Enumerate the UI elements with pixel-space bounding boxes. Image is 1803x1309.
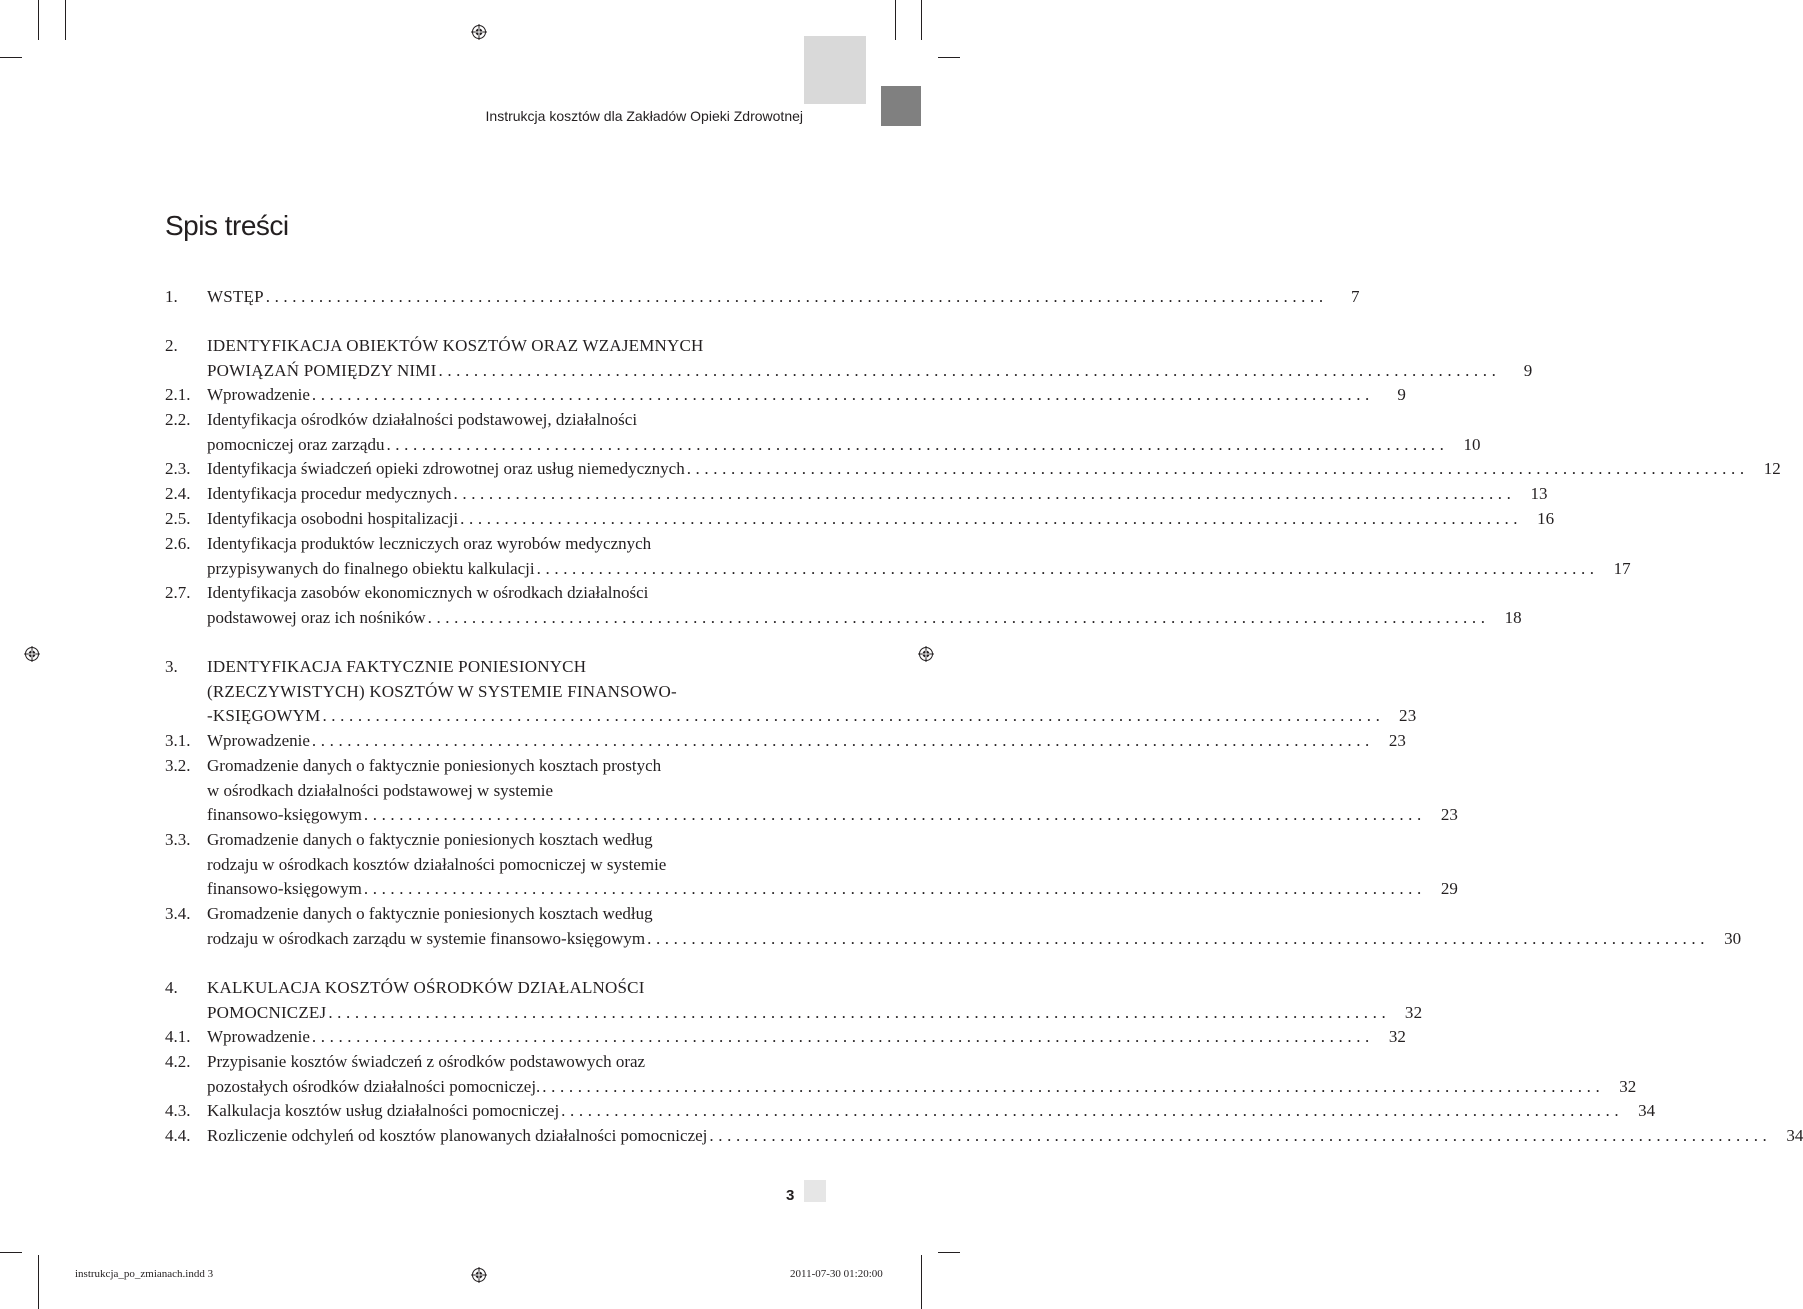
toc-entry-text: WSTĘP <box>207 287 264 306</box>
decorative-block <box>804 36 866 104</box>
toc-entry-text: finansowo-księgowym <box>207 805 362 825</box>
toc-leader-dots: ........................................................................................................................ <box>536 558 1599 578</box>
crop-mark <box>921 1255 922 1309</box>
toc-entry-text: Identyfikacja świadczeń opieki zdrowotnej oraz usług niemedycznych <box>207 459 685 478</box>
crop-mark <box>921 0 922 40</box>
toc-leader-dots: ........................................................................................................................ <box>453 484 1516 503</box>
toc-leader-dots: ........................................................................................................................ <box>542 1076 1605 1096</box>
toc-entry-number: 3.3. <box>165 830 191 849</box>
running-header: Instrukcja kosztów dla Zakładów Opieki Zdrowotnej <box>485 108 803 124</box>
toc-entry-text: rodzaju w ośrodkach zarządu w systemie finansowo-księgowym <box>207 928 646 948</box>
toc-entry[interactable] <box>165 581 1522 630</box>
page-number: 3 <box>786 1187 795 1204</box>
toc-entry-text-line: rodzaju w ośrodkach kosztów działalności pomocniczej w systemie <box>207 854 667 874</box>
toc-entry[interactable] <box>165 383 1406 408</box>
toc-leader-dots: ........................................................................................................................ <box>647 928 1710 948</box>
toc-entry[interactable] <box>165 828 1458 902</box>
toc-leader-dots: ........................................................................................................................ <box>427 607 1490 627</box>
toc-entry[interactable] <box>165 285 1360 310</box>
toc-entry-text: przypisywanych do finalnego obiektu kalkulacji <box>207 558 535 578</box>
toc-page-number: 23 <box>1399 706 1417 726</box>
toc-entry-number: 3.1. <box>165 731 191 750</box>
toc-page-number: 23 <box>1440 805 1458 825</box>
toc-entry-number: 3.2. <box>165 756 191 775</box>
toc-entry-text: podstawowej oraz ich nośników <box>207 607 426 627</box>
toc-entry-text-line: Przypisanie kosztów świadczeń z ośrodków podstawowych oraz <box>207 1052 646 1071</box>
toc-entry-text: POWIĄZAŃ POMIĘDZY NIMI <box>207 360 437 380</box>
toc-page-number: 32 <box>1619 1076 1637 1096</box>
toc-entry-text-line: (RZECZYWISTYCH) KOSZTÓW W SYSTEMIE FINANSOWO- <box>207 681 677 701</box>
toc-entry-number: 3.4. <box>165 904 191 923</box>
toc-leader-dots: ........................................................................................................................ <box>686 459 1749 478</box>
toc-entry[interactable] <box>165 754 1458 828</box>
toc-page-number: 9 <box>1523 360 1533 380</box>
toc-entry-text-line: Identyfikacja produktów leczniczych oraz wyrobów medycznych <box>207 534 652 553</box>
toc-leader-dots: ........................................................................................................................ <box>363 805 1426 825</box>
toc-entry-number: 2. <box>165 336 178 355</box>
toc-entry-text: -KSIĘGOWYM <box>207 706 321 726</box>
page-number-marker <box>804 1180 826 1202</box>
toc-entry-text-line: w ośrodkach działalności podstawowej w systemie <box>207 780 554 800</box>
toc-entry-number: 2.7. <box>165 583 191 602</box>
toc-leader-dots: ........................................................................................................................ <box>561 1101 1624 1120</box>
toc-entry-text: Kalkulacja kosztów usług działalności pomocniczej <box>207 1101 560 1120</box>
toc-entry-text-line: Gromadzenie danych o faktycznie poniesionych kosztach prostych <box>207 756 662 775</box>
toc-entry-number: 4.2. <box>165 1052 191 1071</box>
toc-entry-number: 4.4. <box>165 1126 191 1145</box>
toc-page-number: 32 <box>1388 1027 1406 1046</box>
toc-entry-text-line: Identyfikacja ośrodków działalności podstawowej, działalności <box>207 410 638 429</box>
toc-entry-text-line: KALKULACJA KOSZTÓW OŚRODKÓW DZIAŁALNOŚCI <box>207 978 645 997</box>
toc-entry-number: 1. <box>165 287 178 306</box>
crop-mark <box>895 0 896 40</box>
toc-entry-text: Identyfikacja osobodni hospitalizacji <box>207 509 459 528</box>
toc-entry-text-line: Gromadzenie danych o faktycznie poniesionych kosztach według <box>207 904 653 923</box>
toc-page-number: 13 <box>1530 484 1548 503</box>
toc-entry-number: 2.2. <box>165 410 191 429</box>
toc-entry[interactable] <box>165 334 1533 383</box>
toc-page-number: 23 <box>1388 731 1406 750</box>
toc-entry-number: 2.3. <box>165 459 191 478</box>
registration-mark-icon <box>918 646 934 662</box>
toc-entry[interactable] <box>165 507 1555 532</box>
crop-mark <box>65 0 66 40</box>
toc-page-number: 32 <box>1404 1002 1423 1022</box>
toc-leader-dots: ........................................................................................................................ <box>311 731 1374 750</box>
toc-entry[interactable] <box>165 902 1742 951</box>
crop-mark <box>38 0 39 40</box>
toc-page-number: 34 <box>1638 1101 1656 1120</box>
toc-leader-dots: ........................................................................................................................ <box>265 287 1328 306</box>
toc-page-number: 16 <box>1537 509 1555 528</box>
toc-entry-number: 2.6. <box>165 534 191 553</box>
toc-page-number: 18 <box>1504 607 1522 627</box>
toc-page-number: 17 <box>1613 558 1631 578</box>
slug-date: 2011-07-30 01:20:00 <box>790 1268 883 1280</box>
toc-leader-dots: ........................................................................................................................ <box>363 879 1426 899</box>
toc-page-number: 30 <box>1724 928 1742 948</box>
toc-entry-text: pomocniczej oraz zarządu <box>207 434 385 454</box>
toc-entry-text: Wprowadzenie <box>207 1027 310 1046</box>
crop-mark <box>938 57 960 58</box>
toc-entry-number: 4. <box>165 978 178 997</box>
toc-entry[interactable] <box>165 408 1481 457</box>
toc-entry[interactable] <box>165 1025 1406 1050</box>
toc-page-number: 34 <box>1786 1126 1803 1145</box>
toc-entry-text-line: Identyfikacja zasobów ekonomicznych w ośrodkach działalności <box>207 583 649 602</box>
toc-page-number: 12 <box>1763 459 1781 478</box>
slug-file-name: instrukcja_po_zmianach.indd 3 <box>75 1268 214 1280</box>
toc-page-number: 10 <box>1463 434 1481 454</box>
toc-entry-number: 2.4. <box>165 484 191 503</box>
toc-entry[interactable] <box>165 1124 1803 1149</box>
toc-entry[interactable] <box>165 1099 1656 1124</box>
toc-entry-number: 4.3. <box>165 1101 191 1120</box>
toc-entry[interactable] <box>165 655 1417 729</box>
toc-entry-number: 2.1. <box>165 385 191 404</box>
toc-entry[interactable] <box>165 457 1781 482</box>
registration-mark-icon <box>471 1267 487 1283</box>
toc-entry-text-line: IDENTYFIKACJA OBIEKTÓW KOSZTÓW ORAZ WZAJEMNYCH <box>207 336 704 355</box>
toc-page-number: 29 <box>1440 879 1458 899</box>
toc-entry[interactable] <box>165 1050 1637 1099</box>
toc-entry-text-line: IDENTYFIKACJA FAKTYCZNIE PONIESIONYCH <box>207 657 587 676</box>
toc-leader-dots: ........................................................................................................................ <box>709 1126 1772 1145</box>
toc-page-number: 7 <box>1351 287 1360 306</box>
page-title: Spis treści <box>165 210 289 241</box>
toc-entry-text: Identyfikacja procedur medycznych <box>207 484 452 503</box>
crop-mark <box>38 1255 39 1309</box>
toc-entry[interactable] <box>165 976 1423 1025</box>
toc-entry-text: Rozliczenie odchyleń od kosztów planowanych działalności pomocniczej <box>207 1126 708 1145</box>
registration-mark-icon <box>24 646 40 662</box>
toc-entry-number: 4.1. <box>165 1027 191 1046</box>
toc-entry-number: 2.5. <box>165 509 191 528</box>
toc-entry-text: Wprowadzenie <box>207 731 310 750</box>
toc-entry-text: pozostałych ośrodków działalności pomocniczej. <box>207 1076 541 1096</box>
toc-leader-dots: ........................................................................................................................ <box>322 706 1385 726</box>
toc-leader-dots: ........................................................................................................................ <box>328 1002 1391 1022</box>
toc-entry[interactable] <box>165 532 1631 581</box>
toc-entry[interactable] <box>165 482 1548 507</box>
toc-entry-text-line: Gromadzenie danych o faktycznie poniesionych kosztach według <box>207 830 653 849</box>
toc-page-number: 9 <box>1397 385 1406 404</box>
crop-mark <box>0 57 22 58</box>
toc-leader-dots: ........................................................................................................................ <box>311 385 1374 404</box>
toc-leader-dots: ........................................................................................................................ <box>311 1027 1374 1046</box>
toc-entry-text: POMOCNICZEJ <box>207 1002 327 1022</box>
registration-mark-icon <box>471 24 487 40</box>
toc-entry-text: finansowo-księgowym <box>207 879 362 899</box>
toc-entry[interactable] <box>165 729 1406 754</box>
toc-leader-dots: ........................................................................................................................ <box>438 360 1501 380</box>
decorative-block <box>881 86 921 126</box>
crop-mark <box>0 1252 22 1253</box>
toc-entry-text: Wprowadzenie <box>207 385 310 404</box>
toc-leader-dots: ........................................................................................................................ <box>460 509 1523 528</box>
crop-mark <box>938 1252 960 1253</box>
toc-leader-dots: ........................................................................................................................ <box>386 434 1449 454</box>
toc-entry-number: 3. <box>165 657 178 676</box>
